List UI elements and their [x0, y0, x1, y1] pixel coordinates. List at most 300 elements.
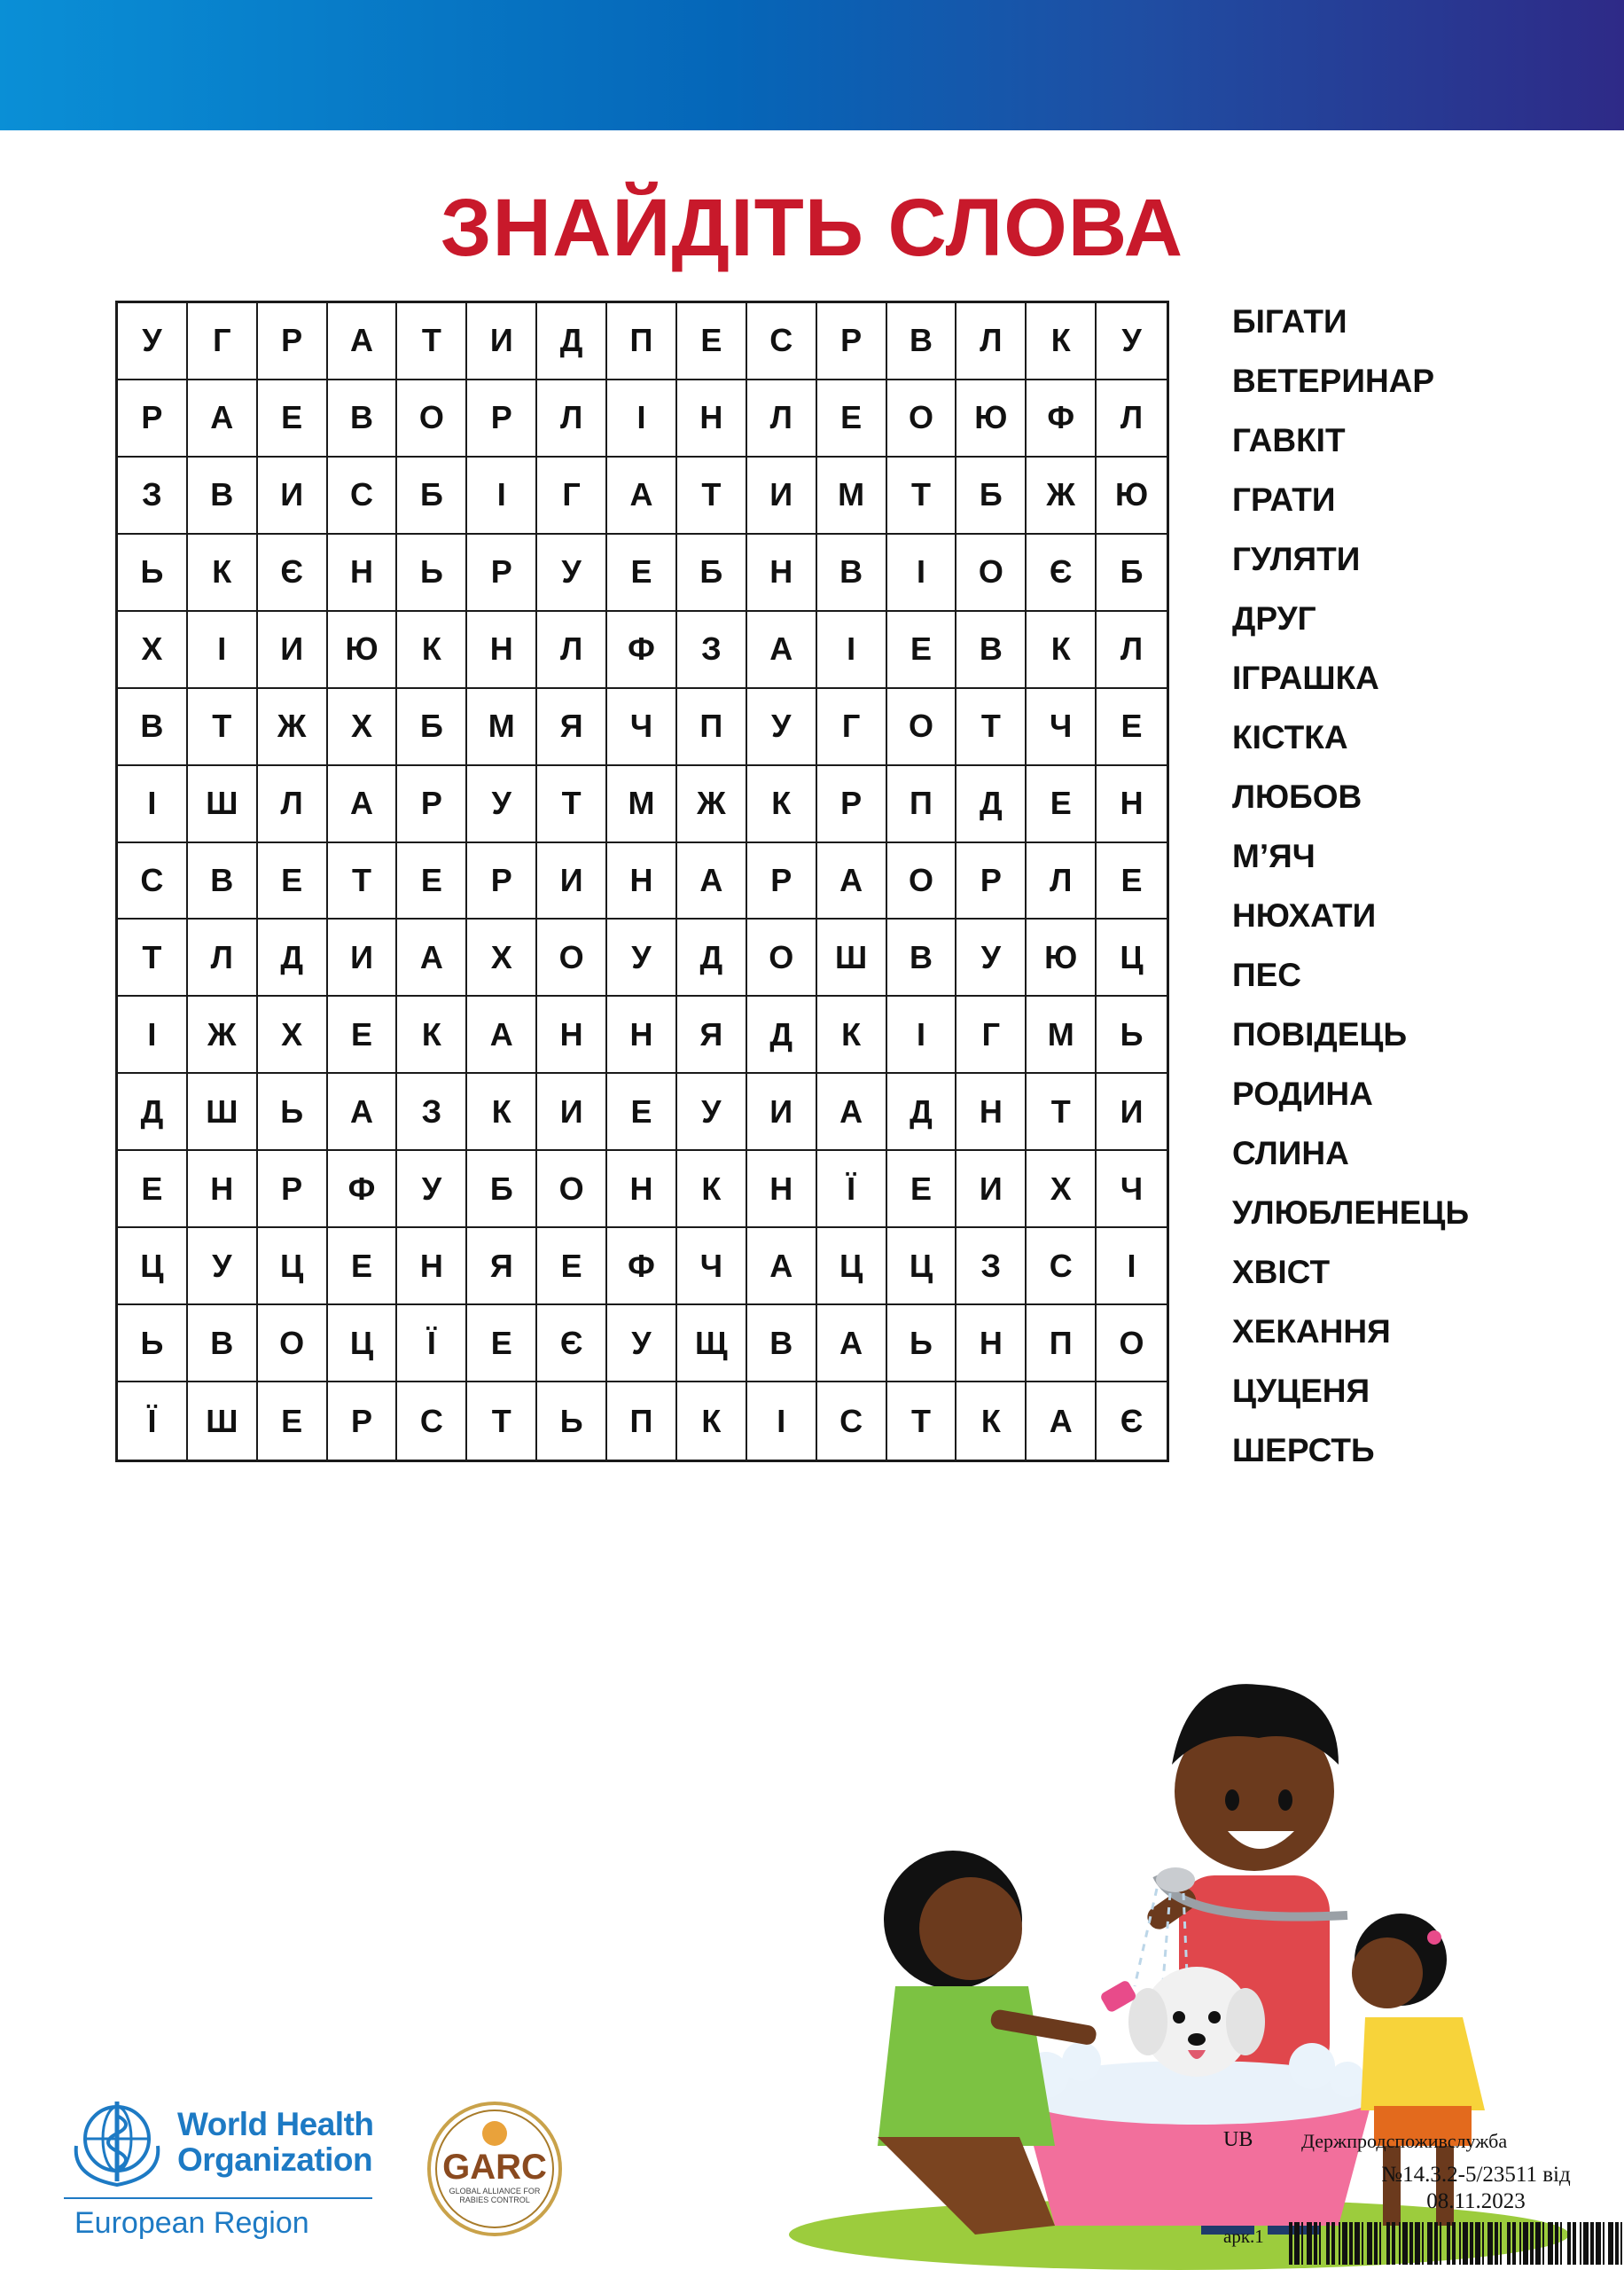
grid-cell: У — [607, 920, 677, 997]
grid-cell: Ф — [1027, 380, 1097, 458]
grid-cell: Ь — [118, 1305, 188, 1382]
grid-cell: И — [1097, 1074, 1167, 1151]
grid-cell: С — [397, 1382, 467, 1460]
grid-cell: Ь — [397, 535, 467, 612]
grid-cell: А — [397, 920, 467, 997]
grid-cell: Р — [956, 843, 1027, 920]
grid-cell: Ь — [537, 1382, 607, 1460]
grid-cell: Б — [1097, 535, 1167, 612]
grid-cell: И — [747, 1074, 817, 1151]
grid-cell: Н — [607, 1151, 677, 1228]
grid-cell: А — [1027, 1382, 1097, 1460]
barcode-bar — [1452, 2222, 1456, 2265]
barcode-bar — [1475, 2222, 1480, 2265]
grid-cell: О — [258, 1305, 328, 1382]
grid-cell: Д — [747, 997, 817, 1074]
barcode-bar — [1434, 2222, 1438, 2265]
barcode-bar — [1355, 2222, 1360, 2265]
grid-cell: Е — [258, 380, 328, 458]
grid-cell: О — [747, 920, 817, 997]
grid-cell: У — [677, 1074, 747, 1151]
barcode-bar — [1555, 2222, 1558, 2265]
grid-cell: В — [887, 303, 957, 380]
barcode-icon — [1289, 2222, 1624, 2265]
word-list-item: ЛЮБОВ — [1232, 779, 1362, 815]
barcode-bar — [1386, 2222, 1390, 2265]
grid-cell: Р — [467, 843, 537, 920]
grid-cell: Х — [118, 612, 188, 689]
grid-cell: Ж — [188, 997, 258, 1074]
grid-cell: Н — [1097, 766, 1167, 843]
barcode-bar — [1603, 2222, 1604, 2265]
grid-cell: О — [887, 380, 957, 458]
barcode-bar — [1482, 2222, 1484, 2265]
registration-stamp — [1223, 2123, 1624, 2270]
barcode-bar — [1399, 2222, 1401, 2265]
grid-cell: А — [607, 458, 677, 535]
barcode-bar — [1307, 2222, 1312, 2265]
grid-cell: Ч — [677, 1228, 747, 1305]
grid-cell: К — [677, 1151, 747, 1228]
grid-cell: Е — [258, 843, 328, 920]
grid-cell: Р — [258, 1151, 328, 1228]
garc-subtitle: GLOBAL ALLIANCE FOR RABIES CONTROL — [449, 2187, 541, 2204]
grid-cell: Е — [328, 1228, 398, 1305]
grid-cell: І — [1097, 1228, 1167, 1305]
grid-cell: О — [887, 689, 957, 766]
grid-cell: И — [467, 303, 537, 380]
grid-cell: В — [188, 1305, 258, 1382]
grid-cell: К — [1027, 612, 1097, 689]
grid-cell: Г — [188, 303, 258, 380]
grid-cell: Л — [1027, 843, 1097, 920]
grid-cell: Р — [467, 380, 537, 458]
barcode-bar — [1326, 2222, 1330, 2265]
grid-cell: Д — [677, 920, 747, 997]
barcode-bar — [1331, 2222, 1335, 2265]
grid-cell: В — [747, 1305, 817, 1382]
grid-cell: І — [118, 997, 188, 1074]
word-list-item: УЛЮБЛЕНЕЦЬ — [1232, 1194, 1470, 1231]
grid-cell: Е — [677, 303, 747, 380]
grid-cell: И — [258, 458, 328, 535]
grid-cell: І — [887, 997, 957, 1074]
grid-cell: Є — [1027, 535, 1097, 612]
grid-cell: Ж — [677, 766, 747, 843]
grid-cell: У — [188, 1228, 258, 1305]
stamp-number — [1330, 2162, 1622, 2215]
grid-cell: У — [747, 689, 817, 766]
grid-cell: Ш — [188, 1382, 258, 1460]
grid-cell: Ш — [817, 920, 887, 997]
grid-cell: Ц — [258, 1228, 328, 1305]
grid-cell: Л — [188, 920, 258, 997]
grid-cell: Н — [956, 1074, 1027, 1151]
grid-cell: З — [118, 458, 188, 535]
grid-cell: Т — [397, 303, 467, 380]
grid-cell: И — [537, 843, 607, 920]
grid-cell: О — [537, 920, 607, 997]
grid-cell: К — [747, 766, 817, 843]
barcode-bar — [1580, 2222, 1581, 2265]
grid-cell: Ф — [607, 612, 677, 689]
barcode-bar — [1495, 2222, 1498, 2265]
grid-cell: Ц — [1097, 920, 1167, 997]
barcode-bar — [1392, 2222, 1395, 2265]
barcode-bar — [1590, 2222, 1594, 2265]
garc-text: GARC — [442, 2148, 547, 2187]
grid-cell: И — [537, 1074, 607, 1151]
word-list-item: ГРАТИ — [1232, 481, 1336, 518]
grid-cell: Е — [607, 535, 677, 612]
barcode-bar — [1548, 2222, 1553, 2265]
grid-cell: П — [607, 1382, 677, 1460]
grid-cell: И — [747, 458, 817, 535]
barcode-bar — [1349, 2222, 1353, 2265]
grid-cell: К — [817, 997, 887, 1074]
grid-cell: А — [467, 997, 537, 1074]
grid-cell: Е — [537, 1228, 607, 1305]
grid-cell: С — [817, 1382, 887, 1460]
grid-cell: І — [747, 1382, 817, 1460]
barcode-bar — [1301, 2222, 1303, 2265]
grid-cell: Є — [1120, 1402, 1144, 1439]
grid-cell: Л — [1097, 380, 1167, 458]
word-list-item: ПЕС — [1232, 957, 1301, 993]
grid-cell: Ф — [607, 1228, 677, 1305]
grid-cell: Л — [537, 612, 607, 689]
grid-cell: С — [747, 303, 817, 380]
barcode-bar — [1470, 2222, 1473, 2265]
grid-cell: Х — [1027, 1151, 1097, 1228]
grid-cell: Н — [677, 380, 747, 458]
barcode-bar — [1314, 2222, 1317, 2265]
grid-cell: І — [817, 612, 887, 689]
grid-cell: Ю — [1027, 920, 1097, 997]
word-list-item: ГАВКІТ — [1232, 422, 1346, 458]
grid-cell: Р — [397, 766, 467, 843]
grid-cell: І — [467, 458, 537, 535]
grid-cell: Є — [258, 535, 328, 612]
grid-cell: А — [188, 380, 258, 458]
who-logo — [64, 2086, 383, 2254]
grid-cell: З — [677, 612, 747, 689]
grid-cell: И — [956, 1151, 1027, 1228]
grid-cell: Ш — [188, 1074, 258, 1151]
grid-cell: Р — [467, 535, 537, 612]
grid-cell: Н — [328, 535, 398, 612]
grid-cell: К — [397, 612, 467, 689]
grid-cell: Ф — [328, 1151, 398, 1228]
grid-cell: Е — [887, 1151, 957, 1228]
grid-cell: Д — [887, 1074, 957, 1151]
grid-cell: Р — [328, 1382, 398, 1460]
grid-cell: Х — [467, 920, 537, 997]
grid-cell: В — [328, 380, 398, 458]
word-list-item: НЮХАТИ — [1232, 897, 1377, 934]
grid-cell: А — [747, 1228, 817, 1305]
stamp-agency: Держпродспоживслужба — [1301, 2130, 1508, 2152]
grid-cell: К — [397, 997, 467, 1074]
grid-cell: Ю — [1097, 458, 1167, 535]
grid-cell: Ї — [817, 1151, 887, 1228]
grid-cell: Г — [537, 458, 607, 535]
grid-cell: Б — [397, 458, 467, 535]
grid-cell: П — [677, 689, 747, 766]
barcode-bar — [1519, 2222, 1521, 2265]
grid-cell: Т — [677, 458, 747, 535]
barcode-bar — [1615, 2222, 1619, 2265]
grid-cell: К — [467, 1074, 537, 1151]
grid-cell: А — [328, 1074, 398, 1151]
grid-cell: Л — [747, 380, 817, 458]
grid-cell: Т — [956, 689, 1027, 766]
grid-cell: К — [677, 1382, 747, 1460]
stamp-code: UB — [1223, 2128, 1253, 2151]
word-list-item: БІГАТИ — [1232, 303, 1347, 340]
grid-cell: Г — [817, 689, 887, 766]
grid-cell: Ж — [258, 689, 328, 766]
barcode-bar — [1523, 2222, 1528, 2265]
barcode-bar — [1374, 2222, 1378, 2265]
grid-cell: С — [328, 458, 398, 535]
word-list-item: КІСТКА — [1232, 719, 1348, 755]
grid-cell: Е — [1027, 766, 1097, 843]
barcode-bar — [1620, 2222, 1622, 2265]
grid-cell: Т — [887, 458, 957, 535]
grid-cell: П — [607, 303, 677, 380]
grid-cell: Н — [607, 997, 677, 1074]
barcode-bar — [1507, 2222, 1511, 2265]
grid-cell: В — [118, 689, 188, 766]
grid-cell: Б — [677, 535, 747, 612]
barcode-bar — [1608, 2222, 1613, 2265]
barcode-bar — [1535, 2222, 1541, 2265]
grid-cell: І — [118, 766, 188, 843]
grid-cell: А — [817, 843, 887, 920]
grid-cell: Т — [1027, 1074, 1097, 1151]
grid-cell: Т — [328, 843, 398, 920]
barcode-bar — [1427, 2222, 1433, 2265]
word-list-item: ПОВІДЕЦЬ — [1232, 1016, 1408, 1053]
grid-cell: Ч — [1027, 689, 1097, 766]
barcode-bar — [1542, 2222, 1544, 2265]
page-title: ЗНАЙДІТЬ СЛОВА — [440, 183, 1184, 273]
grid-cell: У — [607, 1305, 677, 1382]
grid-cell: Р — [118, 380, 188, 458]
grid-cell: М — [607, 766, 677, 843]
grid-cell: З — [956, 1228, 1027, 1305]
grid-cell: Ю — [956, 380, 1027, 458]
grid-cell: Я — [537, 689, 607, 766]
grid-cell: Н — [467, 612, 537, 689]
barcode-bar — [1409, 2222, 1413, 2265]
grid-cell: У — [118, 303, 188, 380]
stamp-sheet: арк.1 — [1223, 2226, 1264, 2247]
grid-cell: У — [537, 535, 607, 612]
grid-cell: Е — [467, 1305, 537, 1382]
garc-logo — [424, 2098, 566, 2240]
grid-cell: Г — [956, 997, 1027, 1074]
stamp-number-line: №14.3.2-5/23511 від — [1381, 2163, 1571, 2187]
grid-cell: Х — [258, 997, 328, 1074]
grid-cell: Я — [677, 997, 747, 1074]
barcode-bar — [1459, 2222, 1461, 2265]
grid-cell: І — [887, 535, 957, 612]
word-list-item: РОДИНА — [1232, 1076, 1373, 1112]
word-list-item: ІГРАШКА — [1232, 660, 1379, 696]
word-list-item: СЛИНА — [1232, 1135, 1349, 1171]
who-divider — [64, 2197, 372, 2199]
grid-cell: С — [118, 843, 188, 920]
who-name — [177, 2107, 374, 2178]
grid-cell: У — [467, 766, 537, 843]
grid-cell: П — [1027, 1305, 1097, 1382]
grid-cell: А — [677, 843, 747, 920]
grid-cell: Ю — [328, 612, 398, 689]
grid-cell: Ц — [118, 1228, 188, 1305]
grid-cell: М — [817, 458, 887, 535]
grid-cell: И — [258, 612, 328, 689]
grid-cell: Л — [258, 766, 328, 843]
grid-cell: Щ — [677, 1305, 747, 1382]
grid-cell: А — [747, 612, 817, 689]
barcode-bar — [1463, 2222, 1468, 2265]
grid-cell: З — [397, 1074, 467, 1151]
word-list-item: ХВІСТ — [1232, 1254, 1331, 1290]
grid-cell: Д — [956, 766, 1027, 843]
grid-cell: А — [328, 303, 398, 380]
grid-cell: Б — [467, 1151, 537, 1228]
barcode-bar — [1440, 2222, 1441, 2265]
grid-cell: Л — [1097, 612, 1167, 689]
grid-cell: Е — [328, 997, 398, 1074]
barcode-bar — [1402, 2222, 1408, 2265]
stamp-date: 08.11.2023 — [1426, 2189, 1526, 2213]
grid-cell: Р — [258, 303, 328, 380]
barcode-bar — [1447, 2222, 1450, 2265]
grid-cell: В — [188, 843, 258, 920]
barcode-bar — [1422, 2222, 1424, 2265]
barcode-bar — [1362, 2222, 1363, 2265]
grid-cell: Б — [956, 458, 1027, 535]
barcode-bar — [1487, 2222, 1493, 2265]
grid-cell: П — [887, 766, 957, 843]
grid-cell: Д — [537, 303, 607, 380]
grid-cell: Ш — [188, 766, 258, 843]
barcode-bar — [1289, 2222, 1292, 2265]
grid-cell: Р — [817, 303, 887, 380]
grid-cell: Н — [537, 997, 607, 1074]
grid-cell: Е — [607, 1074, 677, 1151]
grid-cell: Е — [397, 843, 467, 920]
barcode-bar — [1573, 2222, 1576, 2265]
barcode-bar — [1342, 2222, 1347, 2265]
grid-cell: Ц — [887, 1228, 957, 1305]
who-emblem-icon — [64, 2093, 170, 2190]
who-region: European Region — [74, 2206, 309, 2240]
word-list-item: ХЕКАННЯ — [1232, 1313, 1391, 1350]
grid-cell: В — [887, 920, 957, 997]
grid-cell: А — [817, 1074, 887, 1151]
grid-cell: Е — [887, 612, 957, 689]
grid-cell: Ї — [397, 1305, 467, 1382]
grid-cell: Ї — [118, 1382, 188, 1460]
barcode-bar — [1415, 2222, 1420, 2265]
grid-cell: Х — [328, 689, 398, 766]
grid-cell: Л — [956, 303, 1027, 380]
barcode-bar — [1530, 2222, 1534, 2265]
grid-cell: У — [397, 1151, 467, 1228]
grid-cell: Е — [118, 1151, 188, 1228]
grid-cell: Т — [537, 766, 607, 843]
barcode-bar — [1560, 2222, 1562, 2265]
barcode-bar — [1294, 2222, 1300, 2265]
word-list-item: ДРУГ — [1232, 600, 1316, 637]
grid-cell: К — [1027, 303, 1097, 380]
grid-cell: К — [188, 535, 258, 612]
grid-cell: Е — [1097, 689, 1167, 766]
barcode-bar — [1596, 2222, 1601, 2265]
grid-cell: Р — [747, 843, 817, 920]
grid-cell: Ч — [1097, 1151, 1167, 1228]
grid-cell: О — [397, 380, 467, 458]
grid-cell: О — [1097, 1305, 1167, 1382]
grid-cell: О — [887, 843, 957, 920]
grid-cell: Я — [467, 1228, 537, 1305]
word-list-item: ВЕТЕРИНАР — [1232, 363, 1435, 399]
grid-cell: Е — [817, 380, 887, 458]
grid-cell: Ь — [258, 1074, 328, 1151]
grid-cell: М — [1027, 997, 1097, 1074]
grid-cell: К — [956, 1382, 1027, 1460]
grid-cell: О — [956, 535, 1027, 612]
grid-cell: В — [817, 535, 887, 612]
who-name-line-2: Organization — [177, 2141, 373, 2178]
grid-cell: І — [188, 612, 258, 689]
grid-cell: Н — [956, 1305, 1027, 1382]
barcode-bar — [1379, 2222, 1381, 2265]
grid-cell: Н — [607, 843, 677, 920]
grid-cell: Б — [397, 689, 467, 766]
grid-cell: Ь — [118, 535, 188, 612]
grid-cell: Р — [817, 766, 887, 843]
grid-cell: М — [467, 689, 537, 766]
grid-cell: О — [537, 1151, 607, 1228]
barcode-bar — [1512, 2222, 1516, 2265]
barcode-bar — [1567, 2222, 1571, 2265]
grid-cell: Е — [1097, 843, 1167, 920]
grid-cell: Л — [537, 380, 607, 458]
word-list — [1232, 300, 1469, 1488]
barcode-bar — [1339, 2222, 1340, 2265]
grid-cell: В — [956, 612, 1027, 689]
grid-cell: Н — [747, 1151, 817, 1228]
grid-cell: Н — [747, 535, 817, 612]
grid-cell: Н — [397, 1228, 467, 1305]
header-band — [0, 0, 1624, 130]
grid-cell: А — [817, 1305, 887, 1382]
grid-cell: Ь — [887, 1305, 957, 1382]
grid-cell: Ж — [1027, 458, 1097, 535]
barcode-bar — [1500, 2222, 1502, 2265]
grid-cell: Е — [258, 1382, 328, 1460]
grid-cell: У — [1097, 303, 1167, 380]
barcode-bar — [1367, 2222, 1372, 2265]
barcode-bar — [1583, 2222, 1589, 2265]
grid-cell: Є — [537, 1305, 607, 1382]
grid-cell: Д — [258, 920, 328, 997]
